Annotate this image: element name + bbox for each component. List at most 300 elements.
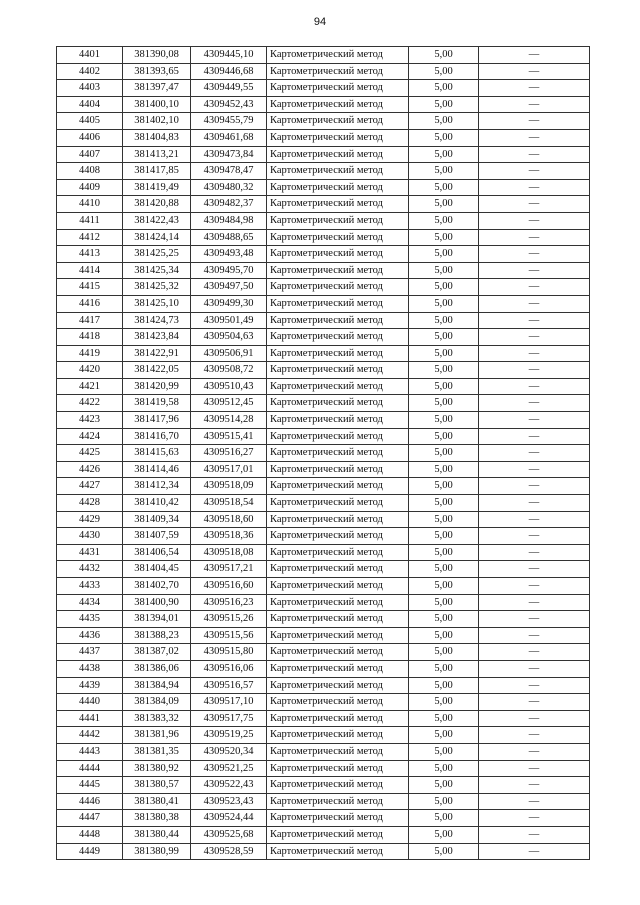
y-coordinate-cell: 4309515,56	[191, 627, 267, 644]
point-number-cell: 4432	[57, 561, 123, 578]
accuracy-cell: 5,00	[409, 561, 479, 578]
point-number-cell: 4422	[57, 395, 123, 412]
accuracy-cell: 5,00	[409, 743, 479, 760]
y-coordinate-cell: 4309510,43	[191, 378, 267, 395]
x-coordinate-cell: 381402,70	[123, 578, 191, 595]
y-coordinate-cell: 4309519,25	[191, 727, 267, 744]
table-row	[57, 163, 590, 180]
y-coordinate-cell: 4309516,06	[191, 660, 267, 677]
table-row	[57, 561, 590, 578]
point-number-cell: 4409	[57, 179, 123, 196]
note-cell: —	[479, 412, 590, 429]
page-number: 94	[313, 16, 327, 28]
point-number-cell: 4426	[57, 461, 123, 478]
table-row	[57, 727, 590, 744]
table-row	[57, 113, 590, 130]
point-number-cell: 4417	[57, 312, 123, 329]
accuracy-cell: 5,00	[409, 246, 479, 263]
note-cell: —	[479, 710, 590, 727]
accuracy-cell: 5,00	[409, 760, 479, 777]
accuracy-cell: 5,00	[409, 478, 479, 495]
method-cell: Картометрический метод	[267, 179, 409, 196]
x-coordinate-cell: 381413,21	[123, 146, 191, 163]
point-number-cell: 4421	[57, 378, 123, 395]
y-coordinate-cell: 4309478,47	[191, 163, 267, 180]
table-row	[57, 511, 590, 528]
method-cell: Картометрический метод	[267, 561, 409, 578]
note-cell: —	[479, 279, 590, 296]
method-cell: Картометрический метод	[267, 611, 409, 628]
x-coordinate-cell: 381422,43	[123, 212, 191, 229]
table-row	[57, 80, 590, 97]
x-coordinate-cell: 381380,92	[123, 760, 191, 777]
accuracy-cell: 5,00	[409, 793, 479, 810]
method-cell: Картометрический метод	[267, 129, 409, 146]
y-coordinate-cell: 4309516,23	[191, 594, 267, 611]
note-cell: —	[479, 312, 590, 329]
table-row	[57, 843, 590, 860]
accuracy-cell: 5,00	[409, 179, 479, 196]
note-cell: —	[479, 793, 590, 810]
point-number-cell: 4407	[57, 146, 123, 163]
y-coordinate-cell: 4309518,60	[191, 511, 267, 528]
x-coordinate-cell: 381420,99	[123, 378, 191, 395]
point-number-cell: 4413	[57, 246, 123, 263]
point-number-cell: 4412	[57, 229, 123, 246]
accuracy-cell: 5,00	[409, 694, 479, 711]
x-coordinate-cell: 381425,25	[123, 246, 191, 263]
note-cell: —	[479, 47, 590, 64]
y-coordinate-cell: 4309522,43	[191, 777, 267, 794]
x-coordinate-cell: 381394,01	[123, 611, 191, 628]
point-number-cell: 4430	[57, 528, 123, 545]
point-number-cell: 4449	[57, 843, 123, 860]
point-number-cell: 4405	[57, 113, 123, 130]
accuracy-cell: 5,00	[409, 129, 479, 146]
method-cell: Картометрический метод	[267, 760, 409, 777]
y-coordinate-cell: 4309515,26	[191, 611, 267, 628]
point-number-cell: 4403	[57, 80, 123, 97]
note-cell: —	[479, 212, 590, 229]
table-row	[57, 544, 590, 561]
x-coordinate-cell: 381422,91	[123, 345, 191, 362]
note-cell: —	[479, 329, 590, 346]
table-row	[57, 810, 590, 827]
table-row	[57, 279, 590, 296]
table-row	[57, 694, 590, 711]
accuracy-cell: 5,00	[409, 445, 479, 462]
table-row	[57, 146, 590, 163]
x-coordinate-cell: 381424,14	[123, 229, 191, 246]
y-coordinate-cell: 4309493,48	[191, 246, 267, 263]
note-cell: —	[479, 694, 590, 711]
note-cell: —	[479, 146, 590, 163]
accuracy-cell: 5,00	[409, 279, 479, 296]
table-row	[57, 395, 590, 412]
x-coordinate-cell: 381412,34	[123, 478, 191, 495]
point-number-cell: 4439	[57, 677, 123, 694]
x-coordinate-cell: 381425,32	[123, 279, 191, 296]
table-row	[57, 826, 590, 843]
point-number-cell: 4402	[57, 63, 123, 80]
note-cell: —	[479, 229, 590, 246]
accuracy-cell: 5,00	[409, 412, 479, 429]
method-cell: Картометрический метод	[267, 727, 409, 744]
table-row	[57, 196, 590, 213]
y-coordinate-cell: 4309445,10	[191, 47, 267, 64]
table-row	[57, 412, 590, 429]
x-coordinate-cell: 381420,88	[123, 196, 191, 213]
x-coordinate-cell: 381390,08	[123, 47, 191, 64]
y-coordinate-cell: 4309495,70	[191, 262, 267, 279]
accuracy-cell: 5,00	[409, 843, 479, 860]
accuracy-cell: 5,00	[409, 528, 479, 545]
point-number-cell: 4438	[57, 660, 123, 677]
y-coordinate-cell: 4309512,45	[191, 395, 267, 412]
x-coordinate-cell: 381384,09	[123, 694, 191, 711]
x-coordinate-cell: 381383,32	[123, 710, 191, 727]
x-coordinate-cell: 381423,84	[123, 329, 191, 346]
method-cell: Картометрический метод	[267, 229, 409, 246]
method-cell: Картометрический метод	[267, 378, 409, 395]
x-coordinate-cell: 381417,85	[123, 163, 191, 180]
method-cell: Картометрический метод	[267, 478, 409, 495]
accuracy-cell: 5,00	[409, 777, 479, 794]
point-number-cell: 4419	[57, 345, 123, 362]
note-cell: —	[479, 660, 590, 677]
accuracy-cell: 5,00	[409, 594, 479, 611]
method-cell: Картометрический метод	[267, 63, 409, 80]
accuracy-cell: 5,00	[409, 146, 479, 163]
table-row	[57, 611, 590, 628]
table-row	[57, 777, 590, 794]
point-number-cell: 4424	[57, 428, 123, 445]
table-row	[57, 445, 590, 462]
note-cell: —	[479, 611, 590, 628]
accuracy-cell: 5,00	[409, 312, 479, 329]
x-coordinate-cell: 381397,47	[123, 80, 191, 97]
x-coordinate-cell: 381415,63	[123, 445, 191, 462]
x-coordinate-cell: 381381,35	[123, 743, 191, 760]
note-cell: —	[479, 428, 590, 445]
table-row	[57, 461, 590, 478]
x-coordinate-cell: 381402,10	[123, 113, 191, 130]
method-cell: Картометрический метод	[267, 578, 409, 595]
x-coordinate-cell: 381400,10	[123, 96, 191, 113]
point-number-cell: 4447	[57, 810, 123, 827]
note-cell: —	[479, 246, 590, 263]
accuracy-cell: 5,00	[409, 544, 479, 561]
y-coordinate-cell: 4309455,79	[191, 113, 267, 130]
table-row	[57, 179, 590, 196]
point-number-cell: 4401	[57, 47, 123, 64]
method-cell: Картометрический метод	[267, 246, 409, 263]
method-cell: Картометрический метод	[267, 295, 409, 312]
y-coordinate-cell: 4309446,68	[191, 63, 267, 80]
accuracy-cell: 5,00	[409, 345, 479, 362]
accuracy-cell: 5,00	[409, 428, 479, 445]
point-number-cell: 4418	[57, 329, 123, 346]
method-cell: Картометрический метод	[267, 345, 409, 362]
method-cell: Картометрический метод	[267, 96, 409, 113]
y-coordinate-cell: 4309528,59	[191, 843, 267, 860]
accuracy-cell: 5,00	[409, 578, 479, 595]
x-coordinate-cell: 381387,02	[123, 644, 191, 661]
x-coordinate-cell: 381409,34	[123, 511, 191, 528]
table-row	[57, 428, 590, 445]
note-cell: —	[479, 262, 590, 279]
point-number-cell: 4423	[57, 412, 123, 429]
table-row	[57, 378, 590, 395]
y-coordinate-cell: 4309508,72	[191, 362, 267, 379]
method-cell: Картометрический метод	[267, 677, 409, 694]
y-coordinate-cell: 4309516,57	[191, 677, 267, 694]
accuracy-cell: 5,00	[409, 644, 479, 661]
method-cell: Картометрический метод	[267, 627, 409, 644]
note-cell: —	[479, 826, 590, 843]
y-coordinate-cell: 4309518,08	[191, 544, 267, 561]
x-coordinate-cell: 381380,99	[123, 843, 191, 860]
table-row	[57, 660, 590, 677]
x-coordinate-cell: 381380,57	[123, 777, 191, 794]
method-cell: Картометрический метод	[267, 461, 409, 478]
accuracy-cell: 5,00	[409, 63, 479, 80]
accuracy-cell: 5,00	[409, 495, 479, 512]
method-cell: Картометрический метод	[267, 362, 409, 379]
coordinates-table-body	[57, 47, 590, 860]
method-cell: Картометрический метод	[267, 743, 409, 760]
note-cell: —	[479, 378, 590, 395]
table-row	[57, 627, 590, 644]
note-cell: —	[479, 495, 590, 512]
x-coordinate-cell: 381416,70	[123, 428, 191, 445]
note-cell: —	[479, 677, 590, 694]
accuracy-cell: 5,00	[409, 660, 479, 677]
method-cell: Картометрический метод	[267, 694, 409, 711]
accuracy-cell: 5,00	[409, 627, 479, 644]
point-number-cell: 4425	[57, 445, 123, 462]
note-cell: —	[479, 96, 590, 113]
table-row	[57, 594, 590, 611]
accuracy-cell: 5,00	[409, 362, 479, 379]
table-row	[57, 262, 590, 279]
note-cell: —	[479, 561, 590, 578]
point-number-cell: 4444	[57, 760, 123, 777]
x-coordinate-cell: 381388,23	[123, 627, 191, 644]
x-coordinate-cell: 381380,38	[123, 810, 191, 827]
point-number-cell: 4443	[57, 743, 123, 760]
accuracy-cell: 5,00	[409, 810, 479, 827]
point-number-cell: 4410	[57, 196, 123, 213]
x-coordinate-cell: 381410,42	[123, 495, 191, 512]
table-row	[57, 229, 590, 246]
point-number-cell: 4404	[57, 96, 123, 113]
point-number-cell: 4437	[57, 644, 123, 661]
note-cell: —	[479, 528, 590, 545]
point-number-cell: 4433	[57, 578, 123, 595]
y-coordinate-cell: 4309525,68	[191, 826, 267, 843]
table-row	[57, 362, 590, 379]
accuracy-cell: 5,00	[409, 80, 479, 97]
x-coordinate-cell: 381417,96	[123, 412, 191, 429]
y-coordinate-cell: 4309504,63	[191, 329, 267, 346]
note-cell: —	[479, 594, 590, 611]
x-coordinate-cell: 381384,94	[123, 677, 191, 694]
method-cell: Картометрический метод	[267, 660, 409, 677]
accuracy-cell: 5,00	[409, 511, 479, 528]
x-coordinate-cell: 381406,54	[123, 544, 191, 561]
accuracy-cell: 5,00	[409, 113, 479, 130]
x-coordinate-cell: 381424,73	[123, 312, 191, 329]
y-coordinate-cell: 4309482,37	[191, 196, 267, 213]
y-coordinate-cell: 4309484,98	[191, 212, 267, 229]
table-row	[57, 295, 590, 312]
point-number-cell: 4435	[57, 611, 123, 628]
note-cell: —	[479, 843, 590, 860]
note-cell: —	[479, 777, 590, 794]
note-cell: —	[479, 511, 590, 528]
note-cell: —	[479, 80, 590, 97]
method-cell: Картометрический метод	[267, 279, 409, 296]
y-coordinate-cell: 4309517,10	[191, 694, 267, 711]
table-row	[57, 329, 590, 346]
y-coordinate-cell: 4309449,55	[191, 80, 267, 97]
y-coordinate-cell: 4309497,50	[191, 279, 267, 296]
point-number-cell: 4408	[57, 163, 123, 180]
accuracy-cell: 5,00	[409, 395, 479, 412]
table-row	[57, 528, 590, 545]
x-coordinate-cell: 381386,06	[123, 660, 191, 677]
y-coordinate-cell: 4309517,75	[191, 710, 267, 727]
note-cell: —	[479, 196, 590, 213]
point-number-cell: 4428	[57, 495, 123, 512]
table-row	[57, 63, 590, 80]
note-cell: —	[479, 810, 590, 827]
accuracy-cell: 5,00	[409, 196, 479, 213]
point-number-cell: 4448	[57, 826, 123, 843]
table-row	[57, 644, 590, 661]
table-row	[57, 760, 590, 777]
method-cell: Картометрический метод	[267, 495, 409, 512]
point-number-cell: 4431	[57, 544, 123, 561]
y-coordinate-cell: 4309524,44	[191, 810, 267, 827]
note-cell: —	[479, 478, 590, 495]
note-cell: —	[479, 544, 590, 561]
y-coordinate-cell: 4309523,43	[191, 793, 267, 810]
accuracy-cell: 5,00	[409, 163, 479, 180]
accuracy-cell: 5,00	[409, 727, 479, 744]
y-coordinate-cell: 4309515,80	[191, 644, 267, 661]
note-cell: —	[479, 113, 590, 130]
method-cell: Картометрический метод	[267, 826, 409, 843]
x-coordinate-cell: 381422,05	[123, 362, 191, 379]
method-cell: Картометрический метод	[267, 146, 409, 163]
table-row	[57, 47, 590, 64]
method-cell: Картометрический метод	[267, 412, 409, 429]
table-row	[57, 677, 590, 694]
accuracy-cell: 5,00	[409, 677, 479, 694]
accuracy-cell: 5,00	[409, 826, 479, 843]
accuracy-cell: 5,00	[409, 96, 479, 113]
method-cell: Картометрический метод	[267, 80, 409, 97]
x-coordinate-cell: 381419,58	[123, 395, 191, 412]
note-cell: —	[479, 644, 590, 661]
method-cell: Картометрический метод	[267, 47, 409, 64]
point-number-cell: 4414	[57, 262, 123, 279]
y-coordinate-cell: 4309480,32	[191, 179, 267, 196]
x-coordinate-cell: 381380,44	[123, 826, 191, 843]
y-coordinate-cell: 4309452,43	[191, 96, 267, 113]
table-row	[57, 246, 590, 263]
point-number-cell: 4436	[57, 627, 123, 644]
y-coordinate-cell: 4309488,65	[191, 229, 267, 246]
table-row	[57, 743, 590, 760]
accuracy-cell: 5,00	[409, 212, 479, 229]
table-row	[57, 495, 590, 512]
accuracy-cell: 5,00	[409, 47, 479, 64]
method-cell: Картометрический метод	[267, 312, 409, 329]
table-row	[57, 96, 590, 113]
method-cell: Картометрический метод	[267, 445, 409, 462]
point-number-cell: 4411	[57, 212, 123, 229]
y-coordinate-cell: 4309520,34	[191, 743, 267, 760]
accuracy-cell: 5,00	[409, 710, 479, 727]
y-coordinate-cell: 4309499,30	[191, 295, 267, 312]
method-cell: Картометрический метод	[267, 196, 409, 213]
point-number-cell: 4446	[57, 793, 123, 810]
table-row	[57, 312, 590, 329]
note-cell: —	[479, 727, 590, 744]
method-cell: Картометрический метод	[267, 212, 409, 229]
y-coordinate-cell: 4309516,60	[191, 578, 267, 595]
y-coordinate-cell: 4309515,41	[191, 428, 267, 445]
method-cell: Картометрический метод	[267, 544, 409, 561]
note-cell: —	[479, 578, 590, 595]
y-coordinate-cell: 4309518,09	[191, 478, 267, 495]
point-number-cell: 4406	[57, 129, 123, 146]
note-cell: —	[479, 445, 590, 462]
method-cell: Картометрический метод	[267, 793, 409, 810]
y-coordinate-cell: 4309516,27	[191, 445, 267, 462]
y-coordinate-cell: 4309521,25	[191, 760, 267, 777]
method-cell: Картометрический метод	[267, 262, 409, 279]
method-cell: Картометрический метод	[267, 163, 409, 180]
note-cell: —	[479, 395, 590, 412]
note-cell: —	[479, 461, 590, 478]
note-cell: —	[479, 743, 590, 760]
accuracy-cell: 5,00	[409, 378, 479, 395]
note-cell: —	[479, 362, 590, 379]
table-row	[57, 578, 590, 595]
y-coordinate-cell: 4309518,54	[191, 495, 267, 512]
note-cell: —	[479, 627, 590, 644]
y-coordinate-cell: 4309473,84	[191, 146, 267, 163]
accuracy-cell: 5,00	[409, 229, 479, 246]
y-coordinate-cell: 4309514,28	[191, 412, 267, 429]
method-cell: Картометрический метод	[267, 594, 409, 611]
method-cell: Картометрический метод	[267, 528, 409, 545]
x-coordinate-cell: 381404,45	[123, 561, 191, 578]
method-cell: Картометрический метод	[267, 395, 409, 412]
y-coordinate-cell: 4309506,91	[191, 345, 267, 362]
point-number-cell: 4429	[57, 511, 123, 528]
method-cell: Картометрический метод	[267, 710, 409, 727]
x-coordinate-cell: 381407,59	[123, 528, 191, 545]
note-cell: —	[479, 129, 590, 146]
x-coordinate-cell: 381425,34	[123, 262, 191, 279]
y-coordinate-cell: 4309518,36	[191, 528, 267, 545]
x-coordinate-cell: 381419,49	[123, 179, 191, 196]
